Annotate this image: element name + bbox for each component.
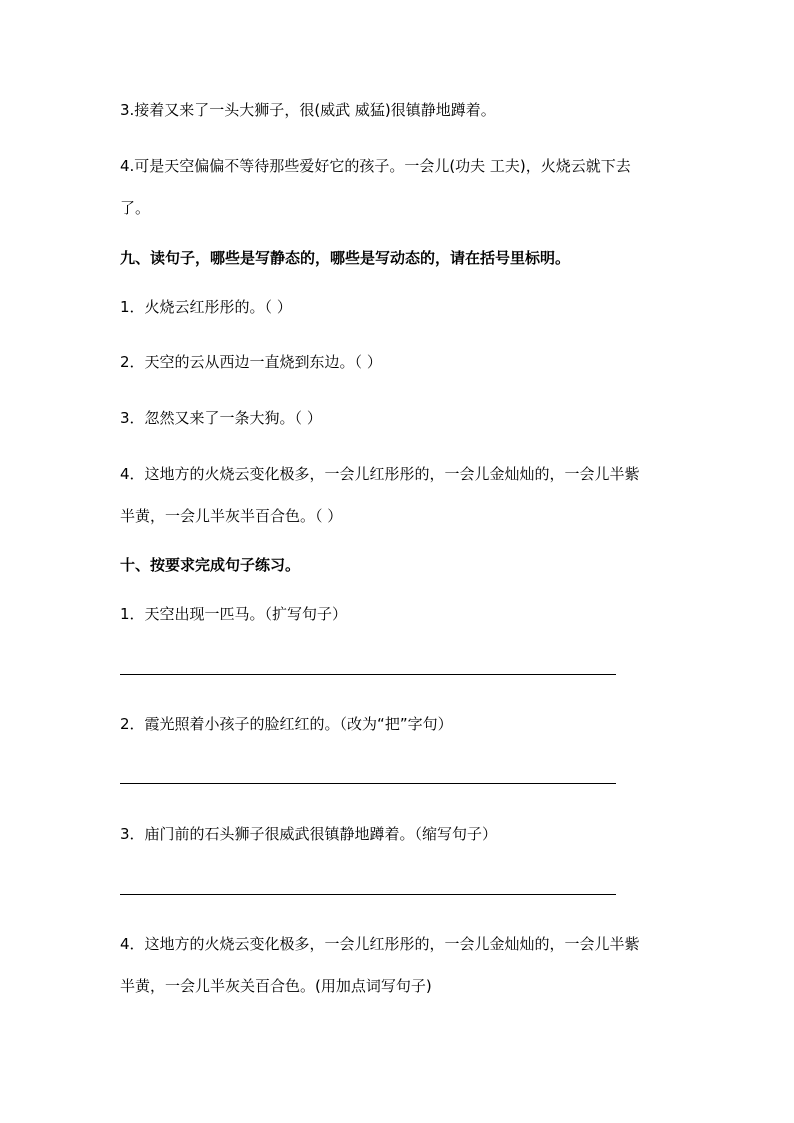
section-10-heading: 十、按要求完成句子练习。: [120, 556, 301, 574]
section-10-item-3: 3．庙门前的石头狮子很威武很镇静地蹲着。（缩写句子）: [120, 825, 498, 843]
section-10-item-1: 1．天空出现一匹马。（扩写句子）: [120, 605, 348, 623]
section-10-item-2: 2．霞光照着小孩子的脸红红的。（改为“把”字句）: [120, 715, 453, 733]
section-9-item-3: 3．忽然又来了一条大狗。（ ）: [120, 409, 322, 427]
answer-line-3[interactable]: [120, 894, 616, 895]
section-9-item-4-line-1: 4．这地方的火烧云变化极多，一会儿红彤彤的，一会儿金灿灿的，一会儿半紫: [120, 465, 640, 483]
section-9-item-2: 2．天空的云从西边一直烧到东边。（ ）: [120, 353, 382, 371]
question-8-item-4-line-2: 了。: [120, 199, 151, 217]
question-8-item-4-line-1: 4.可是天空偏偏不等待那些爱好它的孩子。一会儿(功夫 工夫)，火烧云就下去: [120, 157, 631, 175]
section-9-heading: 九、读句子，哪些是写静态的，哪些是写动态的，请在括号里标明。: [120, 249, 571, 267]
section-9-item-4-line-2: 半黄，一会儿半灰半百合色。（ ）: [120, 507, 343, 525]
answer-line-2[interactable]: [120, 783, 616, 784]
section-9-item-1: 1．火烧云红彤彤的。（ ）: [120, 298, 292, 316]
section-10-item-4-line-1: 4．这地方的火烧云变化极多，一会儿红彤彤的，一会儿金灿灿的，一会儿半紫: [120, 935, 640, 953]
section-10-item-4-line-2: 半黄，一会儿半灰关百合色。(用加点词写句子): [120, 977, 432, 995]
question-8-item-3: 3.接着又来了一头大狮子，很(威武 威猛)很镇静地蹲着。: [120, 101, 496, 119]
answer-line-1[interactable]: [120, 674, 616, 675]
